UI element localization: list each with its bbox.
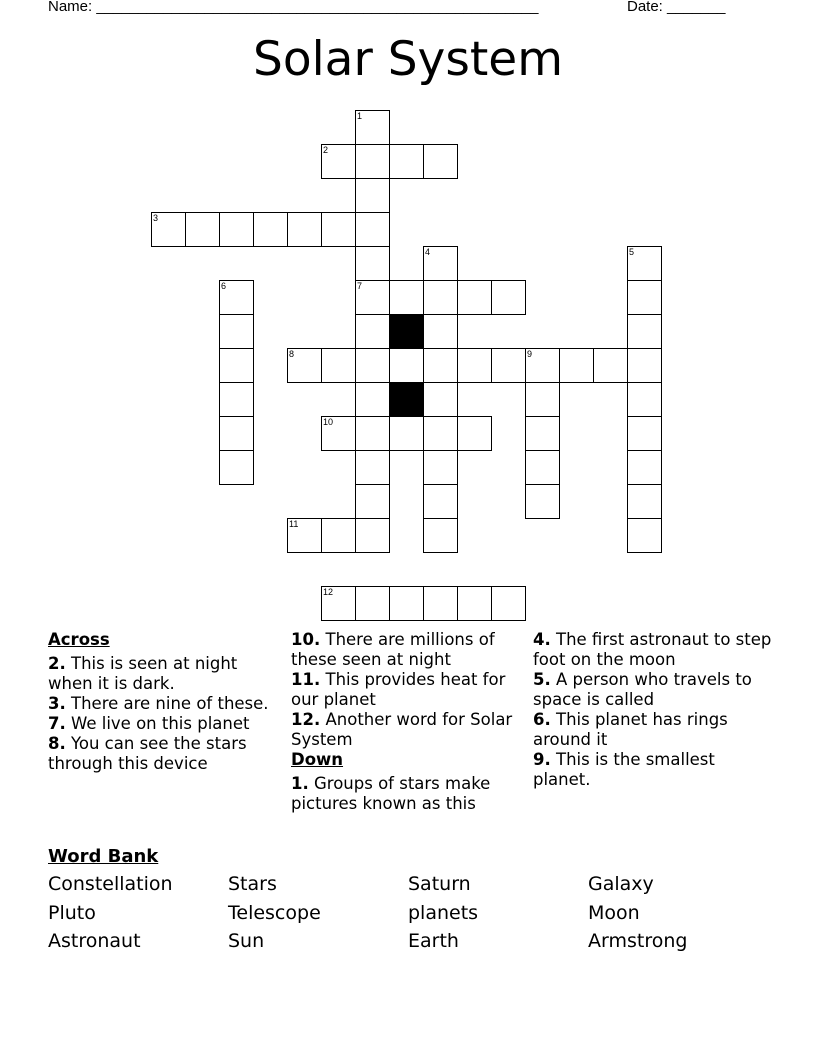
grid-cell[interactable]	[355, 586, 390, 621]
grid-cell[interactable]	[219, 280, 254, 315]
across-clues-col-1	[48, 630, 276, 774]
grid-cell[interactable]	[525, 484, 560, 519]
word-bank-item: Pluto	[48, 902, 96, 924]
grid-cell[interactable]	[151, 212, 186, 247]
grid-cell[interactable]	[423, 382, 458, 417]
grid-cell[interactable]	[219, 382, 254, 417]
grid-cell[interactable]	[525, 348, 560, 383]
grid-cell[interactable]	[389, 144, 424, 179]
grid-cell[interactable]	[219, 416, 254, 451]
clue-across-2: 2. This is seen at night when it is dark.	[48, 654, 238, 693]
clue-across-10: 10. There are millions of these seen at night	[291, 630, 495, 669]
clue-down-5: 5. A person who travels to space is called	[533, 670, 752, 709]
grid-cell[interactable]	[627, 314, 662, 349]
clue-across-3: 3. There are nine of these.	[48, 694, 269, 713]
clue-down-9: 9. This is the smallest planet.	[533, 750, 715, 789]
clue-number: 3	[153, 213, 159, 223]
grid-cell[interactable]	[355, 280, 390, 315]
clue-number: 2	[323, 145, 329, 155]
grid-cell[interactable]	[389, 416, 424, 451]
grid-cell[interactable]	[627, 450, 662, 485]
grid-cell[interactable]	[491, 280, 526, 315]
grid-cell[interactable]	[627, 280, 662, 315]
grid-cell[interactable]	[627, 246, 662, 281]
grid-cell[interactable]	[423, 348, 458, 383]
grid-cell[interactable]	[457, 348, 492, 383]
page-title: Solar System	[253, 32, 563, 87]
grid-cell[interactable]	[423, 518, 458, 553]
date-field-label[interactable]: Date: _______	[627, 0, 726, 15]
grid-cell[interactable]	[219, 348, 254, 383]
name-field-label[interactable]: Name: _____________________________________________________	[48, 0, 539, 15]
word-bank-item: Constellation	[48, 873, 173, 895]
clue-across-12: 12. Another word for Solar System	[291, 710, 513, 749]
grid-cell[interactable]	[627, 518, 662, 553]
clue-down-6: 6. This planet has rings around it	[533, 710, 728, 749]
clue-number: 11	[289, 519, 299, 529]
grid-cell[interactable]	[457, 280, 492, 315]
word-bank-item: Moon	[588, 902, 640, 924]
word-bank-item: Stars	[228, 873, 277, 895]
word-bank-item: Sun	[228, 930, 265, 952]
across-heading: Across	[48, 630, 110, 649]
grid-cell[interactable]	[355, 246, 390, 281]
grid-cell[interactable]	[355, 144, 390, 179]
word-bank-heading: Word Bank	[48, 846, 159, 867]
word-bank-item: Earth	[408, 930, 459, 952]
grid-cell[interactable]	[627, 348, 662, 383]
grid-cell[interactable]	[355, 484, 390, 519]
grid-cell[interactable]	[491, 348, 526, 383]
grid-cell[interactable]	[253, 212, 288, 247]
grid-cell[interactable]	[457, 586, 492, 621]
grid-cell[interactable]	[219, 450, 254, 485]
clue-number: 1	[357, 111, 363, 121]
grid-cell[interactable]	[423, 280, 458, 315]
grid-cell[interactable]	[219, 212, 254, 247]
grid-cell[interactable]	[321, 518, 356, 553]
grid-cell[interactable]	[559, 348, 594, 383]
clue-number: 6	[221, 281, 227, 291]
grid-cell[interactable]	[355, 450, 390, 485]
grid-cell[interactable]	[423, 586, 458, 621]
grid-cell[interactable]	[355, 348, 390, 383]
grid-cell[interactable]	[355, 110, 390, 145]
grid-cell[interactable]	[355, 314, 390, 349]
grid-cell[interactable]	[389, 348, 424, 383]
grid-cell[interactable]	[287, 212, 322, 247]
grid-cell[interactable]	[457, 416, 492, 451]
clue-down-4: 4. The first astronaut to step foot on the moon	[533, 630, 772, 669]
grid-cell[interactable]	[389, 586, 424, 621]
grid-cell[interactable]	[423, 314, 458, 349]
grid-cell[interactable]	[627, 382, 662, 417]
down-clues-col-3	[533, 630, 773, 790]
black-square	[389, 382, 424, 417]
grid-cell[interactable]	[423, 246, 458, 281]
down-heading: Down	[291, 750, 344, 769]
word-bank-item: Armstrong	[588, 930, 688, 952]
clue-number: 8	[289, 349, 295, 359]
grid-cell[interactable]	[627, 484, 662, 519]
grid-cell[interactable]	[491, 586, 526, 621]
grid-cell[interactable]	[321, 212, 356, 247]
word-bank-item: planets	[408, 902, 479, 924]
clue-across-8: 8. You can see the stars through this device	[48, 734, 247, 773]
grid-cell[interactable]	[355, 518, 390, 553]
word-bank-item: Astronaut	[48, 930, 141, 952]
grid-cell[interactable]	[423, 144, 458, 179]
grid-cell[interactable]	[423, 450, 458, 485]
clue-across-7: 7. We live on this planet	[48, 714, 250, 733]
grid-cell[interactable]	[355, 178, 390, 213]
clue-number: 10	[323, 417, 334, 427]
grid-cell[interactable]	[219, 314, 254, 349]
clue-across-11: 11. This provides heat for our planet	[291, 670, 506, 709]
grid-cell[interactable]	[321, 348, 356, 383]
clue-number: 7	[357, 281, 363, 291]
grid-cell[interactable]	[525, 450, 560, 485]
word-bank-item: Telescope	[228, 902, 321, 924]
clue-number: 9	[527, 349, 533, 359]
word-bank-item: Saturn	[408, 873, 471, 895]
grid-cell[interactable]	[525, 416, 560, 451]
grid-cell[interactable]	[423, 416, 458, 451]
clue-number: 12	[323, 587, 334, 597]
clue-number: 5	[629, 247, 635, 257]
grid-cell[interactable]	[321, 144, 356, 179]
grid-cell[interactable]	[355, 382, 390, 417]
grid-cell[interactable]	[287, 518, 322, 553]
grid-cell[interactable]	[185, 212, 220, 247]
grid-cell[interactable]	[525, 382, 560, 417]
clue-down-1: 1. Groups of stars make pictures known as this	[291, 774, 491, 813]
black-square	[389, 314, 424, 349]
grid-cell[interactable]	[321, 586, 356, 621]
clues-col-2	[291, 630, 523, 814]
grid-cell[interactable]	[423, 484, 458, 519]
grid-cell[interactable]	[593, 348, 628, 383]
grid-cell[interactable]	[627, 416, 662, 451]
grid-cell[interactable]	[287, 348, 322, 383]
grid-cell[interactable]	[321, 416, 356, 451]
grid-cell[interactable]	[355, 212, 390, 247]
grid-cell[interactable]	[389, 280, 424, 315]
word-bank-item: Galaxy	[588, 873, 654, 895]
clue-number: 4	[425, 247, 431, 257]
grid-cell[interactable]	[355, 416, 390, 451]
